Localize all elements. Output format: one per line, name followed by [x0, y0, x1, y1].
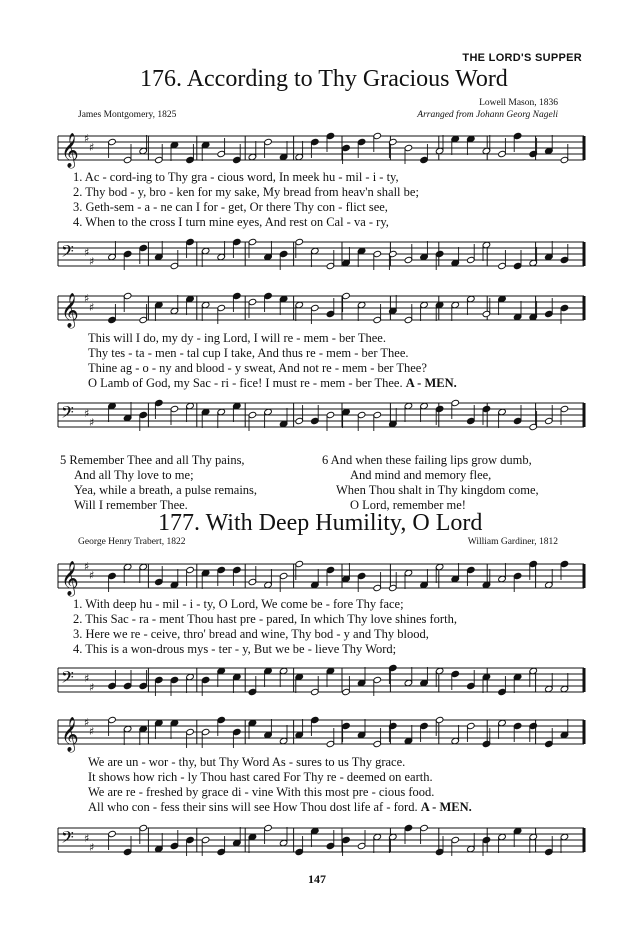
stanza-5-line-4: Will I remember Thee.: [74, 498, 188, 512]
hymn-176-line-a4: 4. When to the cross I turn mine eyes, And rest on Cal - va - ry,: [73, 215, 389, 229]
hymn-176-line-a3: 3. Geth-sem - a - ne can I for - get, Or there Thy con - flict see,: [73, 200, 388, 214]
hymn-176-arranger: Arranged from Johann Georg Nageli: [417, 110, 558, 120]
treble-clef-icon: 𝄞: [61, 133, 79, 168]
hymn-176-system1-treble-staff: [0, 128, 640, 172]
stanza-6-line-3: When Thou shalt in Thy kingdom come,: [336, 483, 539, 497]
page-number: 147: [308, 872, 326, 886]
hymn-177-line-b1: We are un - wor - thy, but Thy Word As - sures to us Thy grace.: [88, 755, 406, 769]
hymn-176-stanza-6: [322, 453, 539, 513]
hymn-176-amen: A - MEN.: [405, 376, 457, 390]
sharp-icon: ♯: [89, 725, 95, 738]
hymn-177-heading: [158, 510, 482, 537]
hymn-177-system1-treble-staff: [0, 556, 640, 600]
hymn-177-line-a3: 3. Here we re - ceive, thro' bread and wine, Thy bod - y and Thy blood,: [73, 627, 429, 641]
sharp-icon: ♯: [84, 716, 90, 729]
hymn-177-line-a4: 4. This is a won-drous mys - ter - y, But we be - lieve Thy Word;: [73, 642, 397, 656]
hymn-177-system2-bass-staff: [0, 820, 640, 864]
stanza-5-line-2: And all Thy love to me;: [74, 468, 194, 482]
hymn-177-composer: William Gardiner, 1812: [467, 537, 558, 547]
hymn-177-author: George Henry Trabert, 1822: [78, 537, 186, 547]
sharp-icon: ♯: [89, 301, 95, 314]
hymn-177-title: With Deep Humility, O Lord: [205, 510, 483, 536]
treble-clef-icon: 𝄞: [61, 717, 79, 752]
hymn-177-number: 177.: [158, 510, 200, 536]
hymn-177-verses-a: [73, 597, 457, 657]
bass-clef-icon: 𝄢: [61, 402, 74, 426]
hymn-177-verses-b: [88, 755, 472, 815]
hymn-177-line-a1: 1. With deep hu - mil - i - ty, O Lord, We come be - fore Thy face;: [73, 597, 404, 611]
section-header: THE LORD'S SUPPER: [462, 52, 582, 64]
hymn-177-line-a2: 2. This Sac - ra - ment Thou hast pre - pared, In which Thy love shines forth,: [73, 612, 457, 626]
stanza-6-line-2: And mind and memory flee,: [350, 468, 492, 482]
hymn-176-stanza-5: [60, 453, 257, 513]
sharp-icon: ♯: [84, 832, 90, 845]
hymn-176-system2-treble-staff: [0, 288, 640, 332]
hymn-176-title: According to Thy Gracious Word: [186, 66, 508, 92]
hymn-176-line-b4: O Lamb of God, my Sac - ri - fice! I must re - mem - ber Thee. A - MEN.: [88, 376, 457, 390]
hymn-176-line-b2: Thy tes - ta - men - tal cup I take, And thus re - mem - ber Thee.: [88, 346, 409, 360]
sharp-icon: ♯: [89, 141, 95, 154]
hymn-177-system2-treble-staff: [0, 712, 640, 756]
sharp-icon: ♯: [84, 292, 90, 305]
hymn-176-verses-b: [88, 331, 457, 391]
treble-clef-icon: 𝄞: [61, 561, 79, 596]
sharp-icon: ♯: [84, 132, 90, 145]
hymn-176-line-a1: 1. Ac - cord-ing to Thy gra - cious word, In meek hu - mil - i - ty,: [73, 170, 399, 184]
hymn-176-number: 176.: [140, 66, 182, 92]
hymn-176-author: James Montgomery, 1825: [78, 110, 177, 120]
hymn-177-system1-bass-staff: [0, 660, 640, 704]
sharp-icon: ♯: [89, 569, 95, 582]
stanza-6-line-1: 6 And when these failing lips grow dumb,: [322, 453, 532, 467]
hymn-176-system2-bass-staff: [0, 395, 640, 439]
hymn-176-line-a2: 2. Thy bod - y, bro - ken for my sake, My bread from heav'n shall be;: [73, 185, 419, 199]
hymn-176-heading: [140, 66, 508, 93]
sharp-icon: ♯: [89, 841, 95, 854]
bass-clef-icon: 𝄢: [61, 827, 74, 851]
sharp-icon: ♯: [89, 416, 95, 429]
hymn-176-verses-a: [73, 170, 419, 230]
stanza-5-line-3: Yea, while a breath, a pulse remains,: [74, 483, 258, 497]
hymn-177-line-b3: We are re - freshed by grace di - vine With this most pre - cious food.: [88, 785, 435, 799]
bass-clef-icon: 𝄢: [61, 241, 74, 265]
sharp-icon: ♯: [84, 407, 90, 420]
hymn-177-line-b4: All who con - fess their sins will see How Thou dost life af - ford. A - MEN.: [88, 800, 472, 814]
hymn-177-amen: A - MEN.: [420, 800, 472, 814]
hymn-176-line-b3: Thine ag - o - ny and blood - y sweat, And not re - mem - ber Thee?: [88, 361, 427, 375]
hymn-176-line-b1: This will I do, my dy - ing Lord, I will re - mem - ber Thee.: [88, 331, 386, 345]
stanza-6-line-4: O Lord, remember me!: [350, 498, 466, 512]
stanza-5-line-1: 5 Remember Thee and all Thy pains,: [60, 453, 245, 467]
bass-clef-icon: 𝄢: [61, 667, 74, 691]
sharp-icon: ♯: [89, 255, 95, 268]
treble-clef-icon: 𝄞: [61, 293, 79, 328]
sharp-icon: ♯: [84, 246, 90, 259]
sharp-icon: ♯: [84, 672, 90, 685]
hymn-176-composer: Lowell Mason, 1836: [479, 98, 558, 108]
sharp-icon: ♯: [89, 681, 95, 694]
sharp-icon: ♯: [84, 560, 90, 573]
hymn-176-system1-bass-staff: [0, 234, 640, 278]
hymn-177-line-b2: It shows how rich - ly Thou hast cared For Thy re - deemed on earth.: [88, 770, 433, 784]
